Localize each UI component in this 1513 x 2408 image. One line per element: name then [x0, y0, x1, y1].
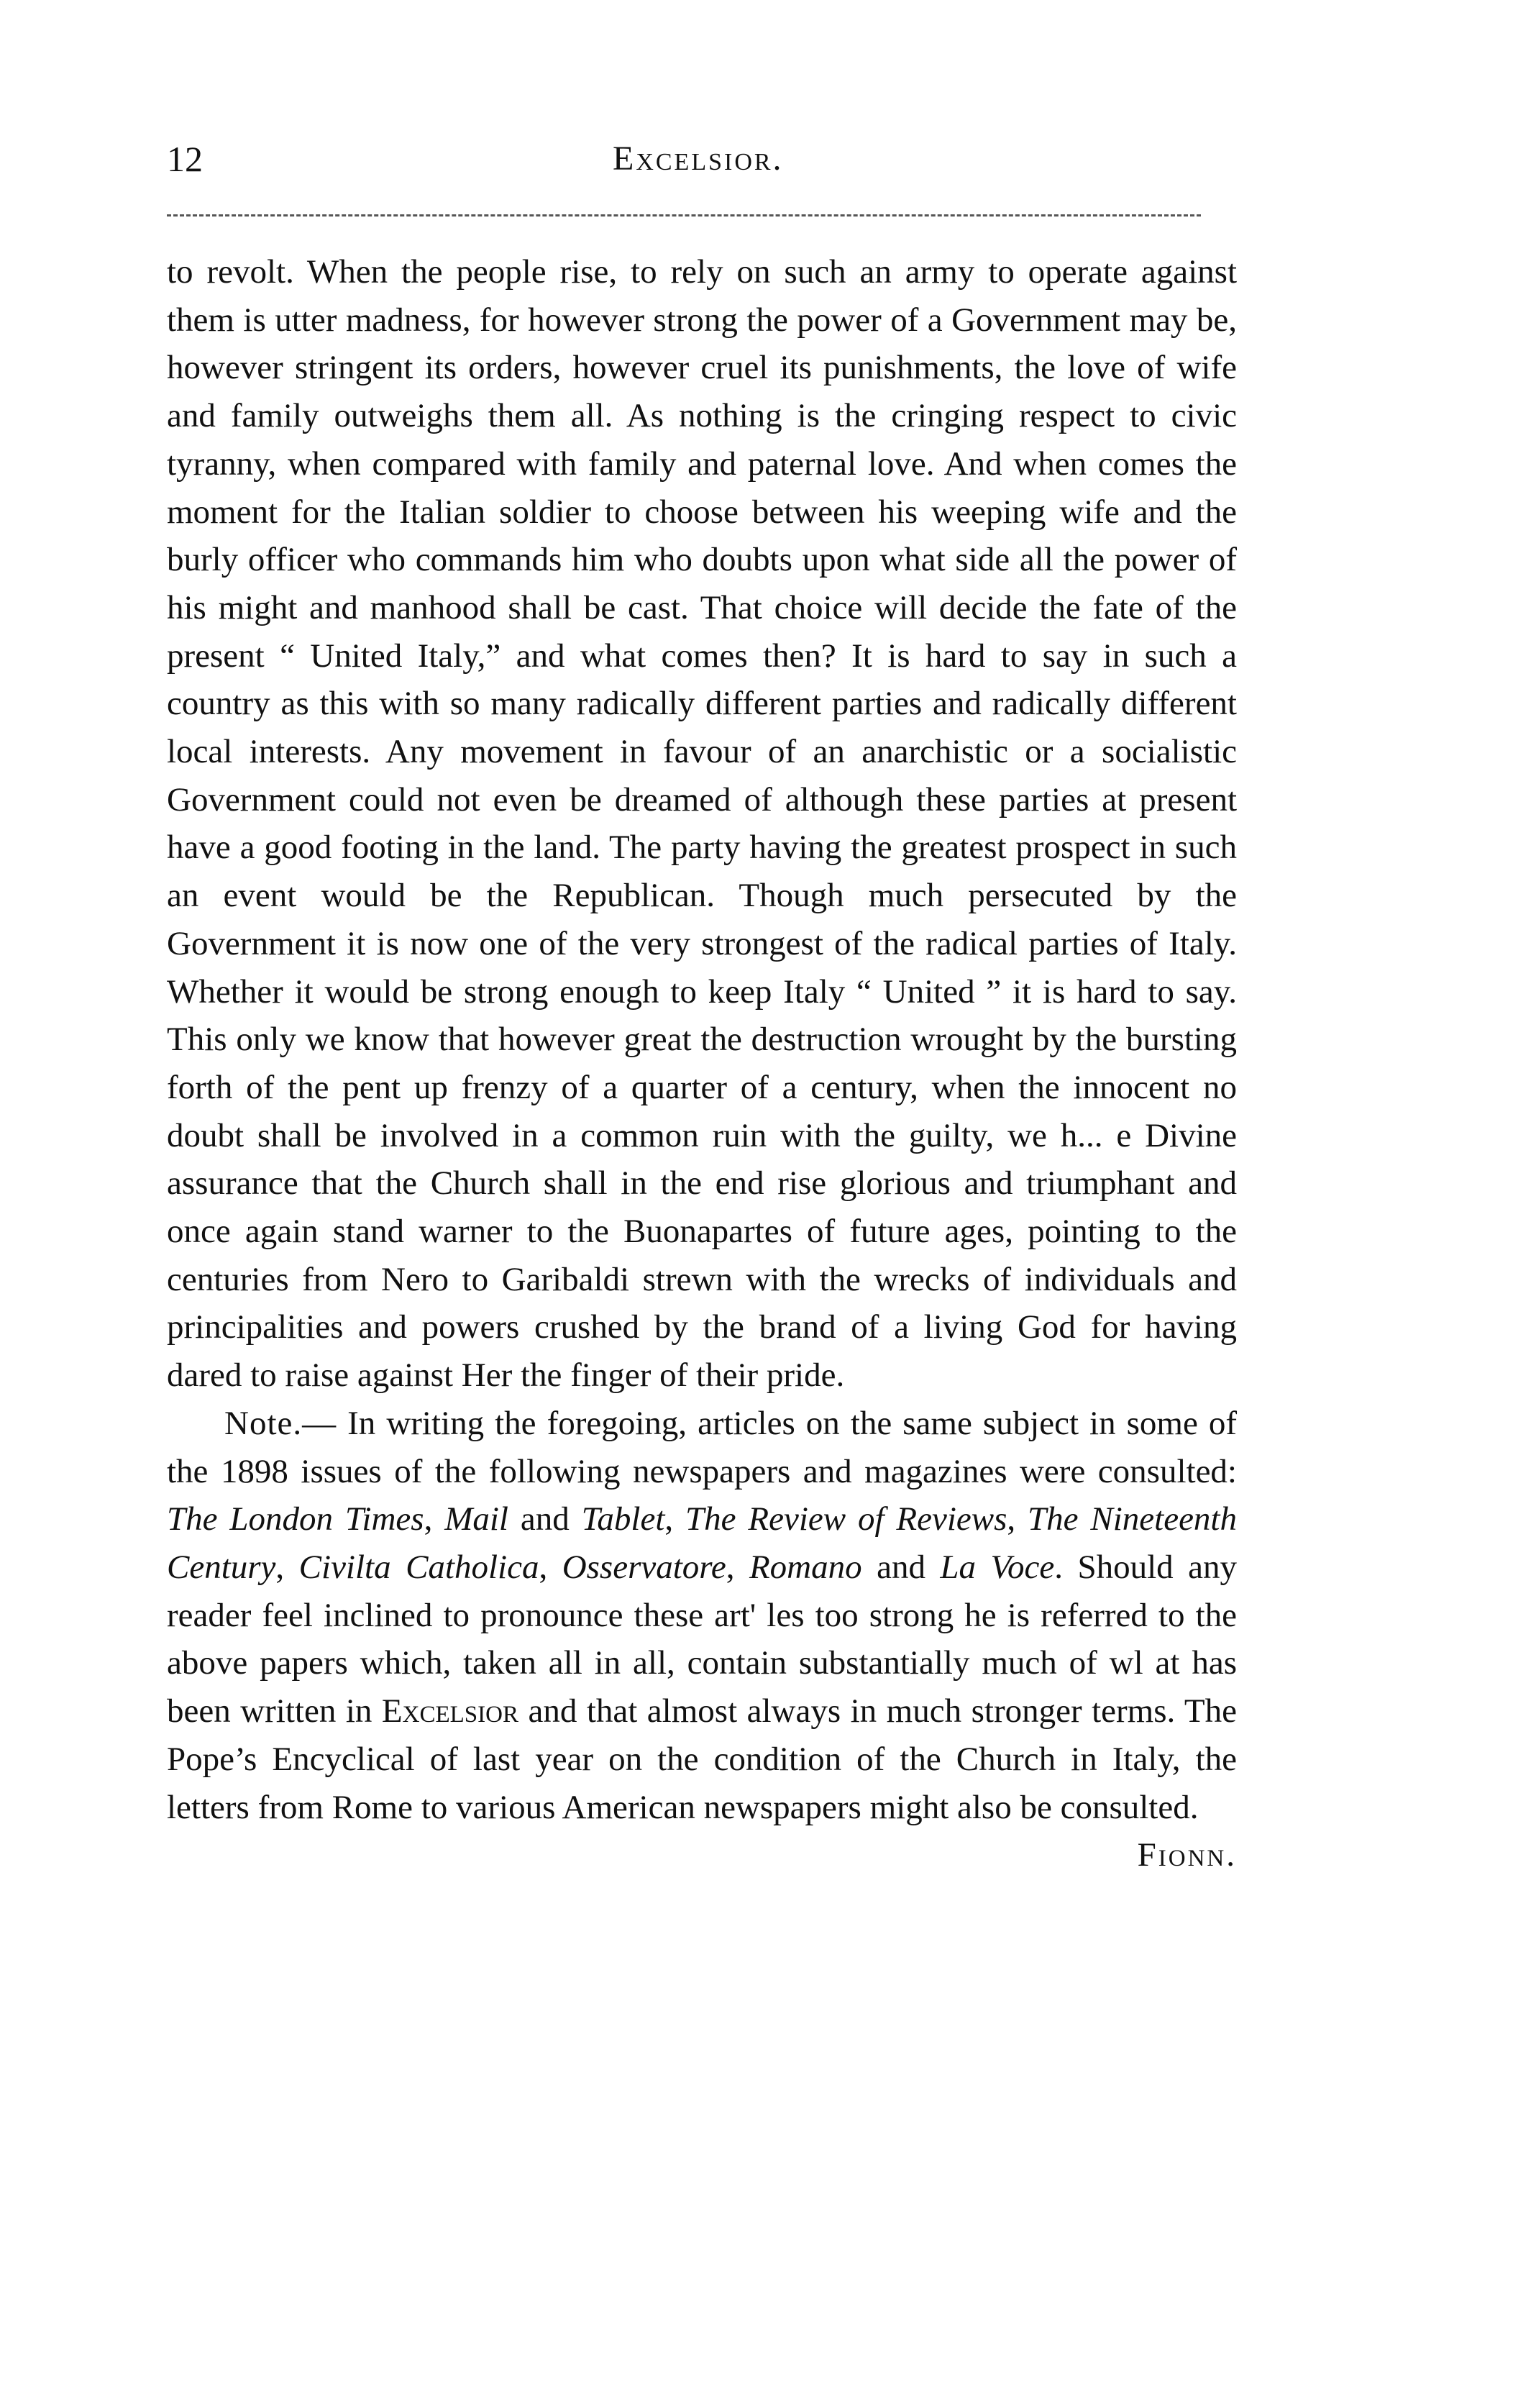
note-text: . Should any reader feel inclined to pronounce these art' les too strong he is referred to the above papers which, taken all in all, contain substantially much of wl at has been written in [167, 1548, 1238, 1730]
note-label: Note.— [224, 1404, 337, 1442]
publication-title: Osservatore [562, 1548, 726, 1586]
note-text: and [861, 1548, 941, 1586]
body-text [167, 248, 1237, 1879]
note-text: and [508, 1500, 582, 1538]
note-text: , [1007, 1500, 1028, 1538]
note-text: , [539, 1548, 562, 1586]
page-number: 12 [167, 139, 203, 179]
author-signature: Fionn. [1137, 1836, 1237, 1874]
publication-title: The London Times [167, 1500, 424, 1538]
note-text: and that almost always in much stronger terms. The Pope’s Encyclical of last year on the condition of the Church in Italy, the letters from Rome to various American newspapers might also be consulted. [167, 1692, 1237, 1826]
main-paragraph: to revolt. When the people rise, to rely on such an army to operate against them is utter madness, for however strong the power of a Government may be, however stringent its orders, however cruel its punishments, the love of wife and family outweighs them all. As nothing is the cringing respect to civic tyranny, when compared with family and paternal love. And when comes the moment for the Italian soldier to choose between his weeping wife and the burly officer who commands him who doubts upon what side all the power of his might and manhood shall be cast. That choice will decide the fate of the present “ United Italy,” and what comes then? It is hard to say in such a country as this with so many radically different parties and radically different local interests. Any movement in favour of an anarchistic or a socialistic Government could not even be dreamed of although these parties at present have a good footing in the land. The party having the greatest prospect in such an event would be the Republican. Though much persecuted by the Government it is now one of the very strongest of the radical parties of Italy. Whether it would be strong enough to keep Italy “ United ” it is hard to say. This only we know that however great the destruction wrought by the bursting forth of the pent up frenzy of a quarter of a century, when the innocent no doubt shall be involved in a common ruin with the guilty, we h... e Divine assurance that the Church shall in the end rise glorious and triumphant and once again stand warner to the Buonapartes of future ages, pointing to the centuries from Nero to Garibaldi strewn with the wrecks of individuals and principalities and powers crushed by the brand of a living God for having dared to raise against Her the finger of their pride. [167, 253, 1237, 1395]
publication-title: The Review of Reviews [685, 1500, 1007, 1538]
publication-title: La Voce [940, 1548, 1055, 1586]
publication-title: Mail [444, 1500, 508, 1538]
journal-name: Excelsior [381, 1692, 518, 1730]
running-head [167, 134, 1224, 184]
note-text: , [424, 1500, 445, 1538]
running-title: Excelsior. [613, 140, 784, 178]
publication-title: Civilta Catholica [298, 1548, 539, 1586]
header-rule [167, 214, 1201, 216]
note-text: , [275, 1548, 299, 1586]
publication-title: Tablet [581, 1500, 665, 1538]
publication-title: The Nineteenth Century [167, 1500, 1237, 1586]
note-text: In writing the foregoing, articles on the same subject in some of the 1898 issues of the following newspapers and magazines were consulted: [167, 1404, 1237, 1490]
publication-title: Romano [749, 1548, 862, 1586]
note-paragraph [167, 1400, 1238, 1874]
note-text: , [664, 1500, 686, 1538]
note-text: , [726, 1548, 749, 1586]
